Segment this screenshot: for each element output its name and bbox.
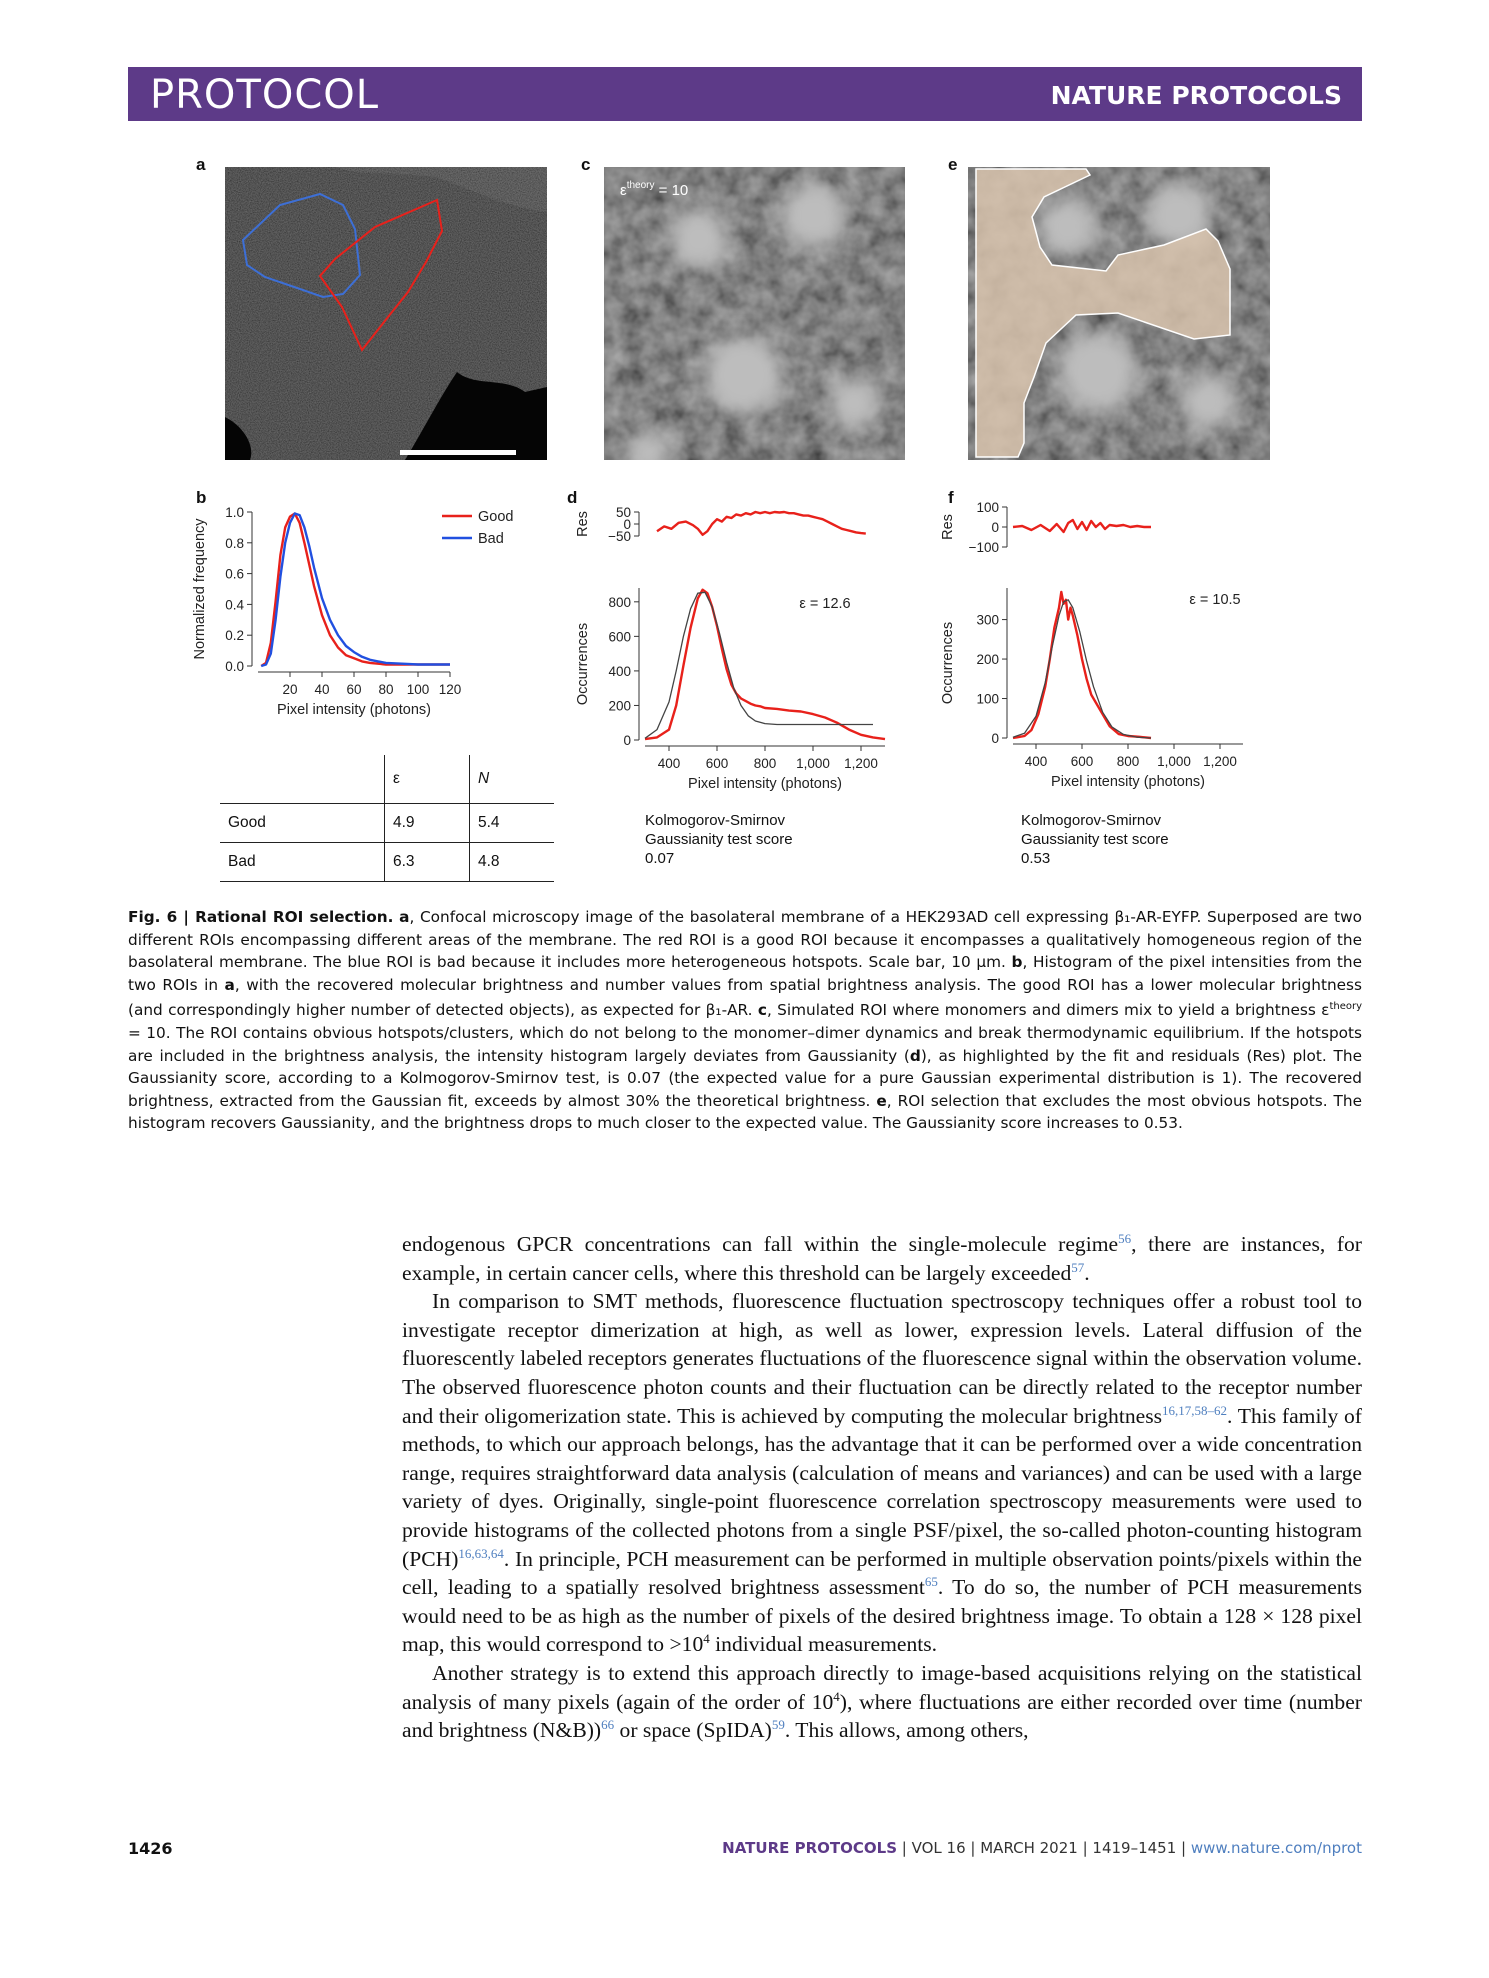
footer-volume: VOL 16 bbox=[911, 1839, 966, 1857]
y-tick-label: 100 bbox=[976, 500, 999, 515]
caption-text: , Simulated ROI where monomers and dimers mix to yield a brightness ε bbox=[766, 1001, 1330, 1020]
table-cell: 6.3 bbox=[385, 843, 470, 882]
x-tick-label: 40 bbox=[314, 682, 330, 697]
y-tick-label: −50 bbox=[608, 529, 631, 544]
journal-title: NATURE PROTOCOLS bbox=[1050, 81, 1342, 110]
citation[interactable]: 56 bbox=[1118, 1230, 1132, 1246]
legend-label-bad: Bad bbox=[478, 531, 504, 547]
y-tick-label: 0.6 bbox=[225, 566, 244, 582]
x-tick-label: 800 bbox=[753, 756, 777, 771]
footer-pages: 1419–1451 bbox=[1092, 1839, 1177, 1857]
series-line-0 bbox=[645, 590, 885, 739]
caption-text: , with the recovered molecular brightness and number values from spatial brightness analysis. The good ROI has a lower molecular brightness (and correspondingly higher number of detected objects), as expected for β₁-AR. bbox=[128, 975, 1362, 1020]
table-cell: 4.8 bbox=[470, 843, 555, 882]
series-line-1 bbox=[1013, 600, 1151, 738]
paragraph-3: Another strategy is to extend this approach directly to image-based acquisitions relying on the statistical analysis of many pixels (again of the order of $10^4$), where fluctuations are either recorded over time (number and brightness (N&B))$^{66}$ or space (SpIDA)$^{59}$. This allows, among others, bbox=[402, 1660, 1362, 1743]
scale-bar bbox=[400, 450, 516, 455]
footer-sep: | bbox=[897, 1839, 912, 1857]
panel-e-image bbox=[968, 167, 1270, 460]
table-cell: 5.4 bbox=[470, 804, 555, 843]
citation[interactable]: 59 bbox=[771, 1716, 785, 1732]
y-tick-label: 300 bbox=[976, 612, 999, 628]
footer-date: MARCH 2021 bbox=[980, 1839, 1078, 1857]
footer-citation bbox=[722, 1839, 1362, 1857]
y-axis-label: Normalized frequency bbox=[192, 518, 208, 660]
y-tick-label: 1.0 bbox=[225, 505, 244, 520]
y-axis-label: Res bbox=[940, 514, 956, 540]
superscript: 4 bbox=[703, 1631, 710, 1647]
panel-label-d: d bbox=[567, 488, 578, 507]
y-tick-label: −100 bbox=[968, 540, 999, 555]
y-tick-label: 50 bbox=[615, 505, 631, 520]
panel-label-a: a bbox=[196, 155, 206, 174]
header-bar bbox=[128, 67, 1362, 121]
y-axis-label: Occurrences bbox=[940, 621, 956, 705]
epsilon-theory-label: $\varepsilon^{theory} = 10$ bbox=[620, 180, 689, 199]
citation[interactable]: 66 bbox=[601, 1716, 615, 1732]
caption-text: , Confocal microscopy image of the basolateral membrane of a HEK293AD cell expressing β₁-AR-EYFP. Superposed are two different ROIs encompassing different areas of the membrane. The red ROI is a good ROI because it encompasses a qualitatively homogeneous region of the basolateral membrane. The blue ROI is bad because it includes more heterogeneous hotspots. Scale bar, 10 μm. bbox=[128, 908, 1362, 972]
y-tick-label: 800 bbox=[608, 594, 631, 610]
ks-stats-f bbox=[1021, 811, 1169, 868]
ks-d-score: 0.07 bbox=[645, 850, 675, 867]
caption-d-label: d bbox=[909, 1046, 921, 1065]
y-tick-label: 200 bbox=[976, 652, 999, 668]
footer-url-link[interactable]: www.nature.com/nprot bbox=[1190, 1839, 1362, 1857]
panel-c-image bbox=[604, 167, 905, 460]
series-line-1 bbox=[645, 592, 873, 738]
caption-text: ), as highlighted by the fit and residuals (Res) plot. The Gaussianity score, according to a Kolmogorov-Smirnov test, is 0.07 (the expected value for a pure Gaussian experimental distribution is 1). The recovered brightness, extracted from the Gaussian fit, exceeds by almost 30% the theoretical brightness. bbox=[128, 1046, 1362, 1110]
table-header-cell: N bbox=[470, 755, 555, 804]
y-tick-label: 0.4 bbox=[225, 597, 244, 613]
caption-title: Fig. 6 | Rational ROI selection. bbox=[128, 908, 394, 926]
superscript: 4 bbox=[833, 1688, 840, 1704]
caption-c-label: c bbox=[757, 1001, 767, 1020]
panel-label-c: c bbox=[581, 155, 591, 174]
y-tick-label: 0 bbox=[991, 520, 999, 535]
x-tick-label: 600 bbox=[1070, 754, 1094, 769]
footer-sep: | bbox=[1077, 1839, 1093, 1857]
paragraph-1: endogenous GPCR concentrations can fall within the single-molecule regime$^{56}$, there are instances, for example, in certain cancer cells, where this threshold can be largely exceeded$^{57}$. bbox=[402, 1230, 1362, 1285]
y-tick-label: 0 bbox=[991, 731, 999, 746]
y-axis-label: Occurrences bbox=[575, 622, 591, 706]
series-line-0 bbox=[1013, 520, 1151, 532]
x-tick-label: 600 bbox=[705, 756, 729, 771]
page-number: 1426 bbox=[128, 1839, 173, 1858]
series-line-1 bbox=[261, 514, 450, 667]
caption-text: , ROI selection that excludes the most obvious hotspots. The histogram recovers Gaussianity, and the brightness drops to much closer to the expected value. The Gaussianity score increases to 0.53. bbox=[128, 1091, 1363, 1133]
ks-d-line2: Gaussianity test score bbox=[645, 831, 793, 848]
citation[interactable]: 57 bbox=[1071, 1259, 1085, 1275]
y-axis-label: Res bbox=[575, 511, 591, 537]
panel-label-e: e bbox=[948, 155, 958, 174]
caption-a-label: a bbox=[399, 908, 410, 926]
ks-f-line1: Kolmogorov-Smirnov bbox=[1021, 812, 1162, 829]
caption-e-label: e bbox=[876, 1091, 887, 1110]
panel-a-image bbox=[225, 167, 547, 460]
caption-text: = 10. The ROI contains obvious hotspots/clusters, which do not belong to the monomer–dimer dynamics and break thermodynamic equilibrium. If the hotspots are included in the brightness analysis, the intensity histogram largely deviates from Gaussianity ( bbox=[128, 1024, 1362, 1065]
table-cell: 4.9 bbox=[385, 804, 470, 843]
table-header-cell: ε bbox=[385, 755, 470, 804]
x-tick-label: 1,000 bbox=[1157, 754, 1191, 769]
x-tick-label: 80 bbox=[378, 682, 394, 697]
paragraph-2: In comparison to SMT methods, fluorescence fluctuation spectroscopy techniques offer a robust tool to investigate receptor dimerization at high, as well as lower, expression levels. Lateral diffusion of the fluorescently labeled receptors generates fluctuations of the fluorescence signal within the observation volume. The observed fluorescence photon counts and their fluctuation can be directly related to the receptor number and their oligomerization state. This is achieved by computing the molecular brightness$^{16,17,58-62}$. This family of methods, to which our approach belongs, has the advantage that it can be performed over a wide concentration range, requires straightforward data analysis (calculation of means and variances) and can be used with a large variety of dyes. Originally, single-point fluorescence correlation spectroscopy measurements were used to provide histograms of the collected photons from a single PSF/pixel, the so-called photon-counting histogram (PCH)$^{16,63,64}$. In principle, PCH measurement can be performed in multiple observation points/pixels within the cell, leading to a spatially resolved brightness assessment$^{65}$. To do so, the number of PCH measurements would need to be as high as the number of pixels of the desired brightness image. To obtain a 128 × 128 pixel map, this would correspond to $>10^4$ individual measurements. bbox=[402, 1289, 1362, 1657]
footer-journal: NATURE PROTOCOLS bbox=[722, 1839, 898, 1857]
ks-stats-d bbox=[645, 811, 793, 868]
y-tick-label: 0.2 bbox=[225, 628, 244, 644]
footer-sep: | bbox=[1176, 1839, 1191, 1857]
ks-d-line1: Kolmogorov-Smirnov bbox=[645, 812, 786, 829]
caption-b-label: b bbox=[1011, 953, 1023, 972]
y-tick-label: 400 bbox=[608, 663, 631, 679]
y-tick-label: 0 bbox=[623, 517, 631, 532]
table-cell: Bad bbox=[220, 843, 385, 882]
series-line-0 bbox=[261, 514, 450, 667]
brightness-annotation: ε = 10.5 bbox=[1189, 592, 1241, 608]
y-tick-label: 0.8 bbox=[225, 535, 244, 551]
table-row bbox=[220, 843, 554, 882]
y-tick-label: 0.0 bbox=[225, 659, 244, 674]
citation[interactable]: 16,63,64 bbox=[458, 1545, 504, 1561]
chart-b bbox=[190, 500, 530, 730]
caption-text: , Histogram of the pixel intensities from the two ROIs in bbox=[128, 953, 1362, 994]
section-title: PROTOCOL bbox=[150, 72, 380, 118]
table-header-row bbox=[220, 755, 554, 804]
panel-label-b: b bbox=[196, 488, 207, 507]
citation[interactable]: 16,17,58–62 bbox=[1162, 1402, 1228, 1418]
body-text bbox=[402, 1230, 1362, 1745]
ks-f-score: 0.53 bbox=[1021, 850, 1051, 867]
x-axis-label: Pixel intensity (photons) bbox=[277, 702, 431, 718]
x-tick-label: 1,200 bbox=[844, 756, 878, 771]
citation[interactable]: 65 bbox=[924, 1573, 938, 1589]
x-tick-label: 120 bbox=[438, 682, 462, 697]
series-line-0 bbox=[1013, 592, 1151, 738]
y-tick-label: 100 bbox=[976, 691, 999, 707]
chart-f-histogram bbox=[938, 570, 1278, 810]
series-line-0 bbox=[657, 512, 866, 535]
caption-sup-theory: theory bbox=[1329, 1001, 1362, 1013]
caption-a-ref: a bbox=[224, 975, 235, 994]
results-table bbox=[220, 755, 554, 882]
x-axis-label: Pixel intensity (photons) bbox=[1051, 774, 1205, 790]
x-tick-label: 400 bbox=[1024, 754, 1048, 769]
x-axis-label: Pixel intensity (photons) bbox=[688, 776, 842, 792]
footer-sep: | bbox=[965, 1839, 981, 1857]
x-tick-label: 1,000 bbox=[796, 756, 830, 771]
table-cell: Good bbox=[220, 804, 385, 843]
x-tick-label: 60 bbox=[346, 682, 362, 697]
y-tick-label: 200 bbox=[608, 698, 631, 714]
brightness-annotation: ε = 12.6 bbox=[799, 596, 851, 612]
x-tick-label: 800 bbox=[1116, 754, 1140, 769]
x-tick-label: 1,200 bbox=[1203, 754, 1237, 769]
chart-d-histogram bbox=[575, 570, 915, 810]
panel-label-f: f bbox=[948, 488, 954, 507]
x-tick-label: 400 bbox=[657, 756, 681, 771]
legend-label-good: Good bbox=[478, 509, 514, 525]
figure-caption bbox=[128, 906, 1362, 1135]
ks-f-line2: Gaussianity test score bbox=[1021, 831, 1169, 848]
x-tick-label: 20 bbox=[282, 682, 298, 697]
table-header-cell bbox=[220, 755, 385, 804]
y-tick-label: 600 bbox=[608, 629, 631, 645]
x-tick-label: 100 bbox=[406, 682, 430, 697]
table-row bbox=[220, 804, 554, 843]
y-tick-label: 0 bbox=[623, 733, 631, 748]
